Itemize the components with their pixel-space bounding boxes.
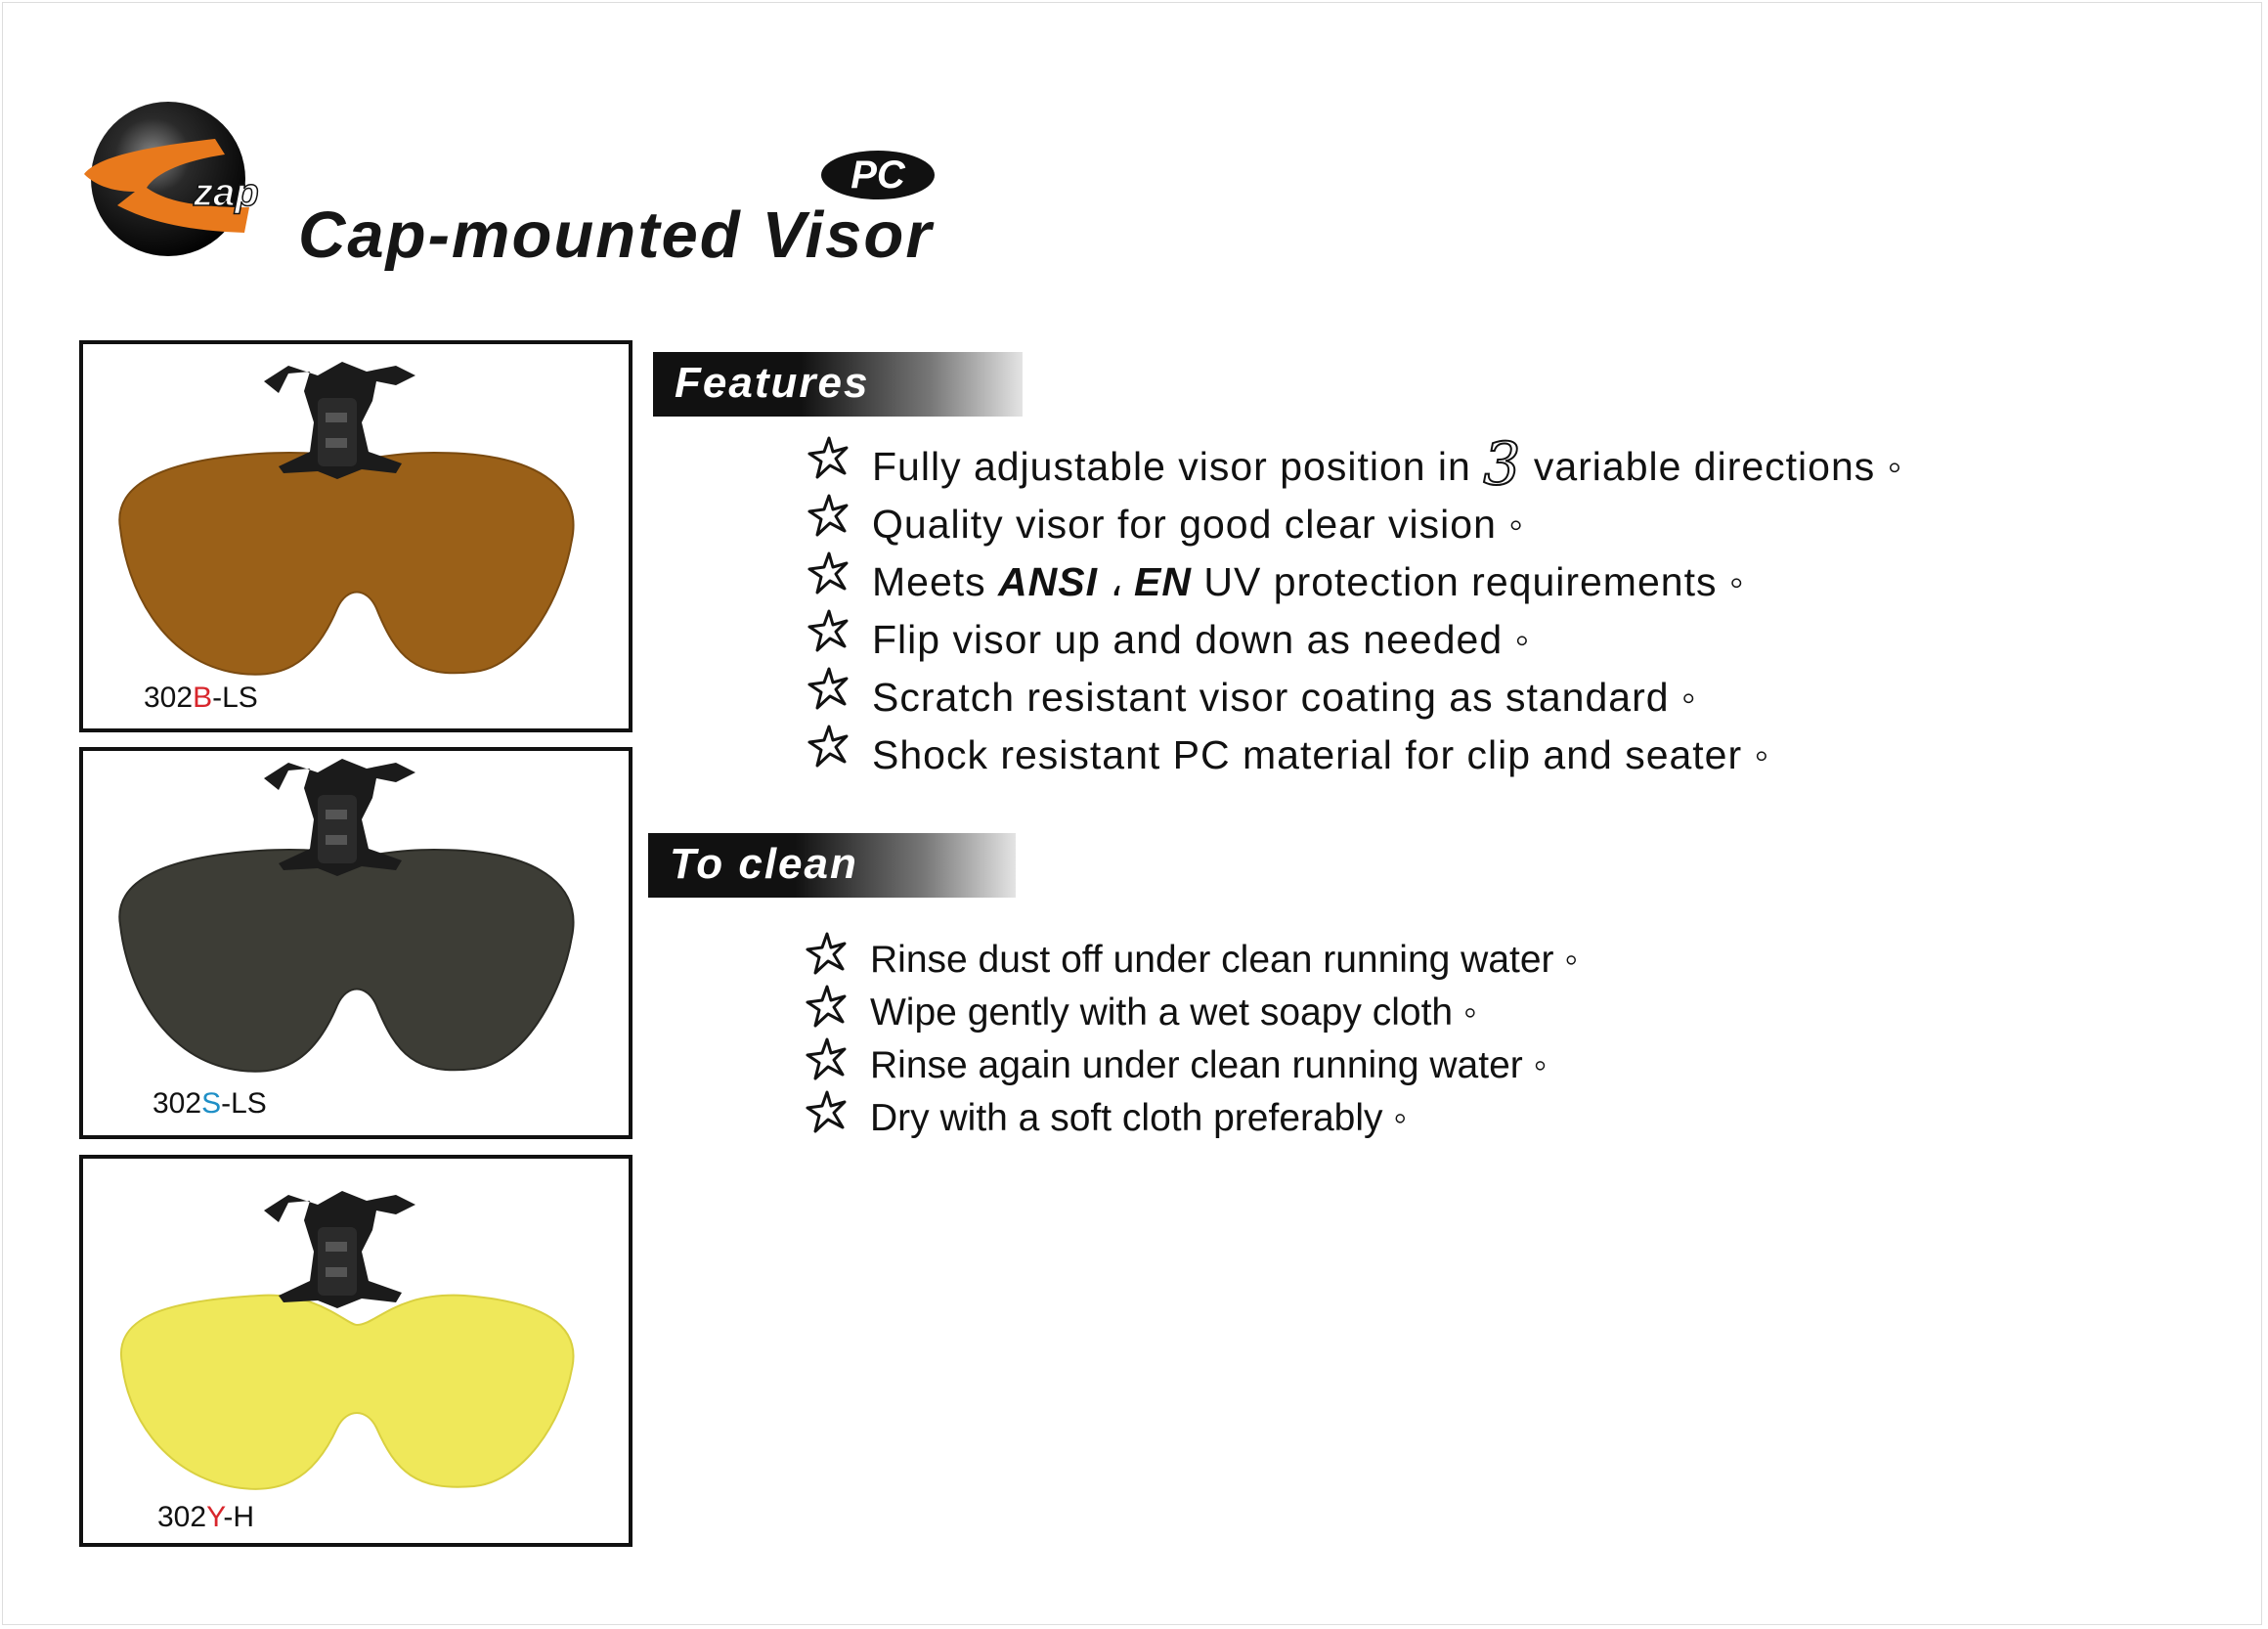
star-bullet-icon (807, 551, 850, 594)
star-bullet-icon (807, 609, 850, 652)
model-code: 302B-LS (144, 682, 258, 714)
to-clean-list (806, 934, 1578, 1145)
star-bullet-icon (807, 725, 850, 768)
model-code: 302Y-H (157, 1501, 254, 1533)
product-card-302b-ls (79, 340, 632, 732)
page-title: Cap-mounted Visor (298, 198, 934, 272)
list-item: Rinse again under clean running water ◦ (806, 1039, 1578, 1092)
star-bullet-icon (806, 985, 849, 1028)
visor-image-yellow (83, 1159, 629, 1543)
product-card-302s-ls (79, 747, 632, 1139)
list-item: Fully adjustable visor position in 3 variable directions ◦ (807, 438, 1902, 496)
list-item: Meets ANSI ، EN UV protection requirements ◦ (807, 553, 1902, 611)
product-card-302y-h (79, 1155, 632, 1547)
visor-image-brown (83, 344, 629, 728)
number-three: 3 (1483, 430, 1522, 499)
star-bullet-icon (807, 667, 850, 710)
list-item: Quality visor for good clear vision ◦ (807, 496, 1902, 553)
star-bullet-icon (807, 436, 850, 479)
list-item: Wipe gently with a wet soapy cloth ◦ (806, 987, 1578, 1039)
visor-lens (119, 453, 573, 675)
list-item: Shock resistant PC material for clip and seater ◦ (807, 726, 1902, 784)
star-bullet-icon (806, 1090, 849, 1133)
to-clean-heading: To clean (648, 833, 1016, 898)
zap-logo-icon (78, 98, 274, 264)
pc-badge: PC (821, 151, 935, 199)
visor-lens (119, 850, 573, 1072)
logo-text: zap (194, 171, 259, 214)
star-bullet-icon (806, 1037, 849, 1080)
visor-image-smoke (83, 751, 629, 1135)
model-code: 302S-LS (153, 1087, 267, 1120)
star-bullet-icon (806, 932, 849, 975)
star-bullet-icon (807, 494, 850, 537)
list-item: Scratch resistant visor coating as standard ◦ (807, 669, 1902, 726)
list-item: Flip visor up and down as needed ◦ (807, 611, 1902, 669)
list-item: Dry with a soft cloth preferably ◦ (806, 1092, 1578, 1145)
visor-lens (121, 1296, 574, 1489)
features-heading: Features (653, 352, 1023, 417)
list-item: Rinse dust off under clean running water ◦ (806, 934, 1578, 987)
features-list (807, 430, 1903, 784)
